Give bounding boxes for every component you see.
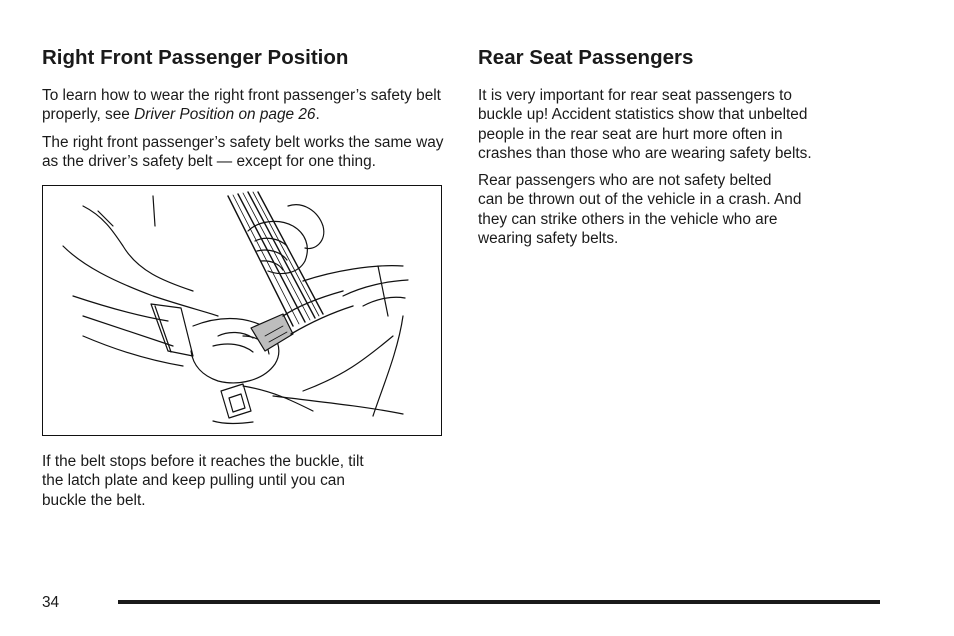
paragraph-belt-works-same: The right front passenger’s safety belt works the same way as the driver’s safety belt — except for one thing.: [42, 133, 444, 170]
paragraph-buckle-up-importance: [478, 86, 898, 163]
latch-plate-illustration: [43, 186, 440, 434]
paragraph-line: Rear passengers who are not safety belted: [478, 172, 772, 190]
paragraph-line: they can strike others in the vehicle who are: [478, 210, 778, 228]
paragraph-line: wearing safety belts.: [478, 230, 619, 248]
page-number: 34: [42, 594, 60, 611]
cross-reference-link[interactable]: Driver Position on page 26: [134, 106, 316, 124]
paragraph-line: the latch plate and keep pulling until you can: [42, 472, 345, 490]
paragraph-line: people in the rear seat are hurt more often in: [478, 125, 783, 143]
paragraph-tilt-latch-plate: [42, 452, 444, 510]
paragraph-line: If the belt stops before it reaches the buckle, tilt: [42, 453, 364, 471]
paragraph-line: can be thrown out of the vehicle in a crash. And: [478, 191, 802, 209]
paragraph-line: buckle the belt.: [42, 491, 146, 509]
section-heading-rear-seat-passengers: Rear Seat Passengers: [478, 46, 694, 69]
paragraph-line: It is very important for rear seat passengers to: [478, 87, 792, 104]
paragraph-line: buckle up! Accident statistics show that unbelted: [478, 106, 808, 124]
footer-rule: [118, 600, 880, 604]
paragraph-see-driver-position: [42, 86, 444, 125]
illustration-latch-plate-figure: [42, 185, 442, 436]
paragraph-thrown-out-warning: [478, 171, 898, 248]
paragraph-text: To learn how to wear the right front passenger’s safety belt properly, see: [42, 87, 441, 124]
section-heading-right-front-passenger: Right Front Passenger Position: [42, 46, 349, 69]
right-column: [478, 44, 898, 256]
paragraph-line: crashes than those who are wearing safety belts.: [478, 144, 812, 162]
paragraph-period: .: [315, 106, 320, 124]
left-column: [42, 44, 444, 518]
